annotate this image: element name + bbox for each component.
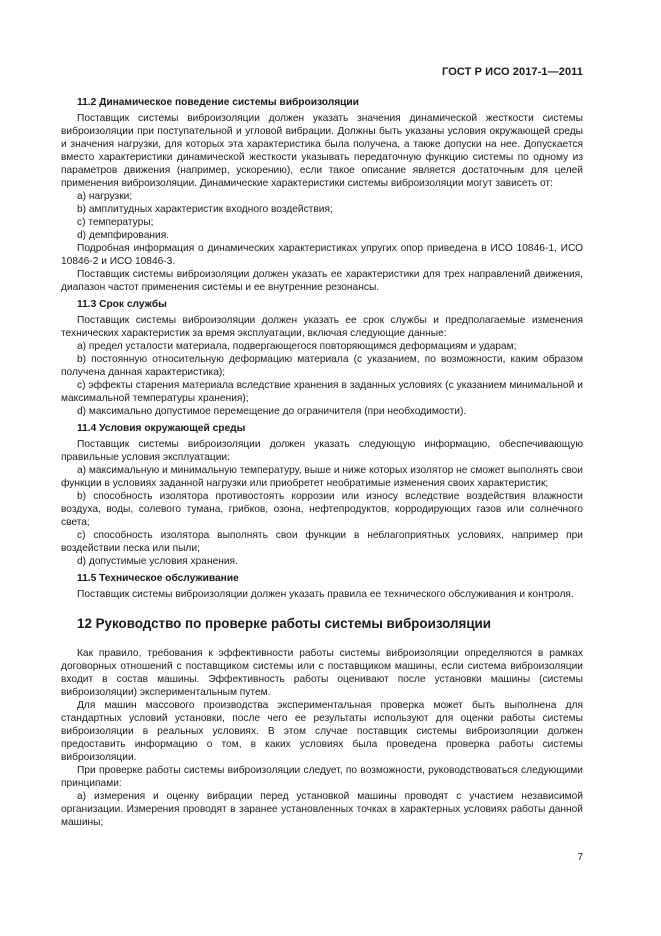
list-item: a) измерения и оценку вибрации перед установкой машины проводят с участием независимой организации. Измерения проводят в заранее установленных точках в характерных условиях работы данной машины; xyxy=(61,791,583,828)
list-item: a) нагрузки; xyxy=(77,191,133,202)
list-item: d) максимально допустимое перемещение до ограничителя (при необходимости). xyxy=(77,406,467,417)
list-item: a) предел усталости материала, подвергающегося повторяющимся деформациям и ударам; xyxy=(77,341,517,352)
list-item: c) эффекты старения материала вследствие хранения в заданных условиях (с указанием минимальной и максимальной температуры хранения); xyxy=(61,380,583,404)
list-item: d) допустимые условия хранения. xyxy=(77,556,238,567)
section-11-5-title: 11.5 Техническое обслуживание xyxy=(77,573,239,584)
list-item: b) способность изолятора противостоять коррозии или износу вследствие воздействия влажности воздуха, воды, солевого тумана, грибков, озона, нефтепродуктов, корродирующих газов или солнечного света; xyxy=(61,491,583,528)
section-11-4-title: 11.4 Условия окружающей среды xyxy=(77,423,246,434)
paragraph: Поставщик системы виброизоляции должен указать ее характеристики для трех направлений движения, диапазон частот применения системы и ее внутренние резонансы. xyxy=(61,269,583,293)
document-header: ГОСТ Р ИСО 2017-1—2011 xyxy=(442,66,583,78)
list-item: d) демпфирования. xyxy=(77,230,170,241)
list-item: a) максимальную и минимальную температуру, выше и ниже которых изолятор не сможет выполнять свои функции в условиях заданной нагрузки или приобретет необратимые изменения своих характеристик; xyxy=(61,465,583,489)
paragraph: Поставщик системы виброизоляции должен указать следующую информацию, обеспечивающую правильные условия эксплуатации: xyxy=(61,439,583,463)
paragraph: Поставщик системы виброизоляции должен указать правила ее технического обслуживания и контроля. xyxy=(77,589,574,600)
paragraph: Как правило, требования к эффективности работы системы виброизоляции определяются в рамках договорных отношений с поставщиком системы или с поставщиком машины, если система виброизоляции входит в состав машины. Эффективность работы оценивают после установки машины (системы виброизоляции) экспериментальным путем. xyxy=(61,648,583,698)
paragraph: Поставщик системы виброизоляции должен указать значения динамической жесткости системы виброизоляции при поступательной и угловой вибрации. Должны быть указаны условия окружающей среды и значения нагрузки, для которых эта характеристика была получена, а также допуски на нее. Допускается вместо характеристики динамической жесткости указывать передаточную функцию системы по одному из параметров движения (например, ускорению), если такое описание является достаточным для целей применения виброизоляции. Динамические характеристики системы виброизоляции могут зависеть от: xyxy=(61,113,583,189)
section-11-3-title: 11.3 Срок службы xyxy=(77,299,167,310)
paragraph: Подробная информация о динамических характеристиках упругих опор приведена в ИСО 10846-1, ИСО 10846-2 и ИСО 10846-3. xyxy=(61,243,583,267)
list-item: b) постоянную относительную деформацию материала (с указанием, по возможности, каким образом получена данная характеристика); xyxy=(61,354,583,378)
document-body xyxy=(61,94,583,829)
paragraph: Для машин массового производства экспериментальная проверка может быть выполнена для стандартных условий установки, после чего ее результаты используют для оценки работы системы виброизоляции в реальных условиях. В этом случае поставщик системы виброизоляции должен предоставить информацию о том, в каких условиях была проведена проверка работы системы виброизоляции. xyxy=(61,700,583,763)
section-12-title: 12 Руководство по проверке работы системы виброизоляции xyxy=(77,616,492,631)
list-item: c) температуры; xyxy=(77,217,154,228)
paragraph: Поставщик системы виброизоляции должен указать ее срок службы и предполагаемые изменения технических характеристик за время эксплуатации, включая следующие данные: xyxy=(61,315,583,339)
list-item: c) способность изолятора выполнять свои функции в неблагоприятных условиях, например при воздействии песка или пыли; xyxy=(61,530,583,554)
page-number: 7 xyxy=(577,852,583,863)
paragraph: При проверке работы системы виброизоляции следует, по возможности, руководствоваться следующими принципами: xyxy=(61,765,583,789)
list-item: b) амплитудных характеристик входного воздействия; xyxy=(77,204,333,215)
section-11-2-title: 11.2 Динамическое поведение системы виброизоляции xyxy=(77,97,359,108)
